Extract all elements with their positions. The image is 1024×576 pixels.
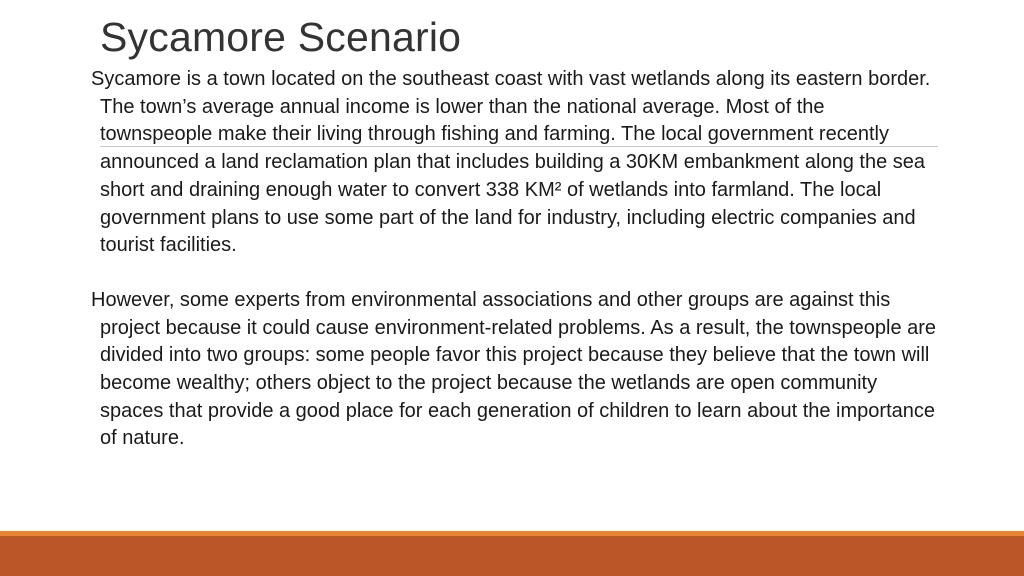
slide-body: [91, 66, 940, 453]
body-paragraph-2: However, some experts from environmental associations and other groups are against this project because it could cause environment-related problems. As a result, the townspeople are divided into two groups: some people favor this project because they believe that the town will become wealthy; others object to the project because the wetlands are open community spaces that provide a good place for each generation of children to learn about the importance of nature.: [91, 288, 937, 450]
footer-bar: [0, 536, 1024, 576]
body-paragraph-1: Sycamore is a town located on the southeast coast with vast wetlands along its eastern border. The town’s average annual income is lower than the national average. Most of the townspeople make their living through fishing and farming. The local government recently announced a land reclamation plan that includes building a 30KM embankment along the sea short and draining enough water to convert 338 KM² of wetlands into farmland. The local government plans to use some part of the land for industry, including electric companies and tourist facilities.: [91, 68, 931, 257]
slide-title: Sycamore Scenario: [100, 14, 462, 60]
